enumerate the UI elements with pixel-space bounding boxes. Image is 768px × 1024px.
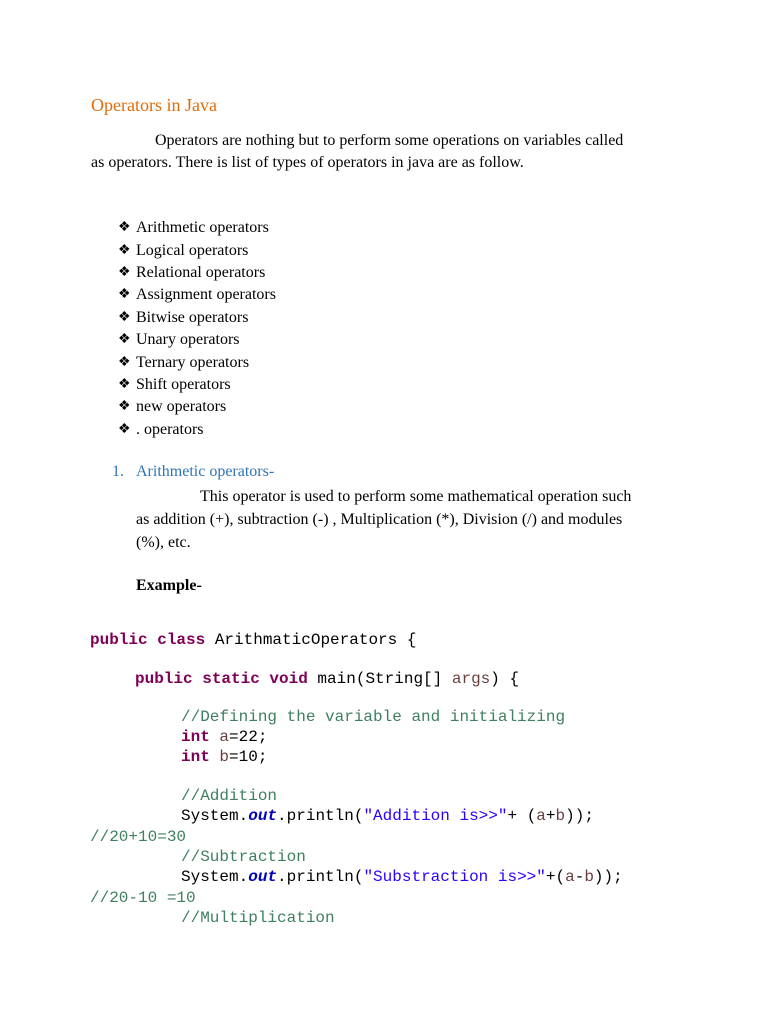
code-line: System.out.println("Substraction is>>"+(a-b)); [181,868,623,886]
code-line: int b=10; [181,748,268,766]
section-desc-line-2: as addition (+), subtraction (-) , Multiplication (*), Division (/) and modules [136,511,623,528]
list-item: ❖ Relational operators [118,262,276,284]
code-comment: //Multiplication [181,909,335,927]
diamond-bullet-icon: ❖ [118,220,131,236]
code-comment: //20+10=30 [90,828,187,846]
list-item: ❖ Shift operators [118,374,276,396]
code-comment: //Defining the variable and initializing [181,708,566,726]
diamond-bullet-icon: ❖ [118,421,131,437]
diamond-bullet-icon: ❖ [118,332,131,348]
code-comment: //20-10 =10 [90,889,196,907]
code-line: public class ArithmaticOperators { [90,631,417,649]
list-item: ❖ Logical operators [118,239,276,261]
list-item: ❖ Bitwise operators [118,307,276,329]
list-item: ❖ Assignment operators [118,284,276,306]
diamond-bullet-icon: ❖ [118,354,131,370]
diamond-bullet-icon: ❖ [118,399,131,415]
list-item: ❖ new operators [118,396,276,418]
diamond-bullet-icon: ❖ [118,287,131,303]
code-line: public static void main(String[] args) { [135,670,520,688]
list-item: ❖ Ternary operators [118,351,276,373]
code-line: System.out.println("Addition is>>"+ (a+b)); [181,807,594,825]
example-label: Example- [136,577,202,594]
intro-line-2: as operators. There is list of types of operators in java are as follow. [91,154,524,171]
code-comment: //Addition [181,787,278,805]
code-comment: //Subtraction [181,848,306,866]
section-desc-line-3: (%), etc. [136,534,191,551]
list-item: ❖ Unary operators [118,329,276,351]
diamond-bullet-icon: ❖ [118,242,131,258]
diamond-bullet-icon: ❖ [118,376,131,392]
list-item: ❖ Arithmetic operators [118,217,276,239]
doc-title: Operators in Java [91,95,217,115]
operator-list [118,217,276,441]
list-item: ❖ . operators [118,419,276,441]
section-desc-line-1: This operator is used to perform some mathematical operation such [200,488,632,505]
intro-line-1: Operators are nothing but to perform some operations on variables called [155,132,624,149]
diamond-bullet-icon: ❖ [118,309,131,325]
section-heading: Arithmetic operators- [136,463,275,480]
code-line: int a=22; [181,728,268,746]
diamond-bullet-icon: ❖ [118,264,131,280]
section-number: 1. [112,463,124,480]
